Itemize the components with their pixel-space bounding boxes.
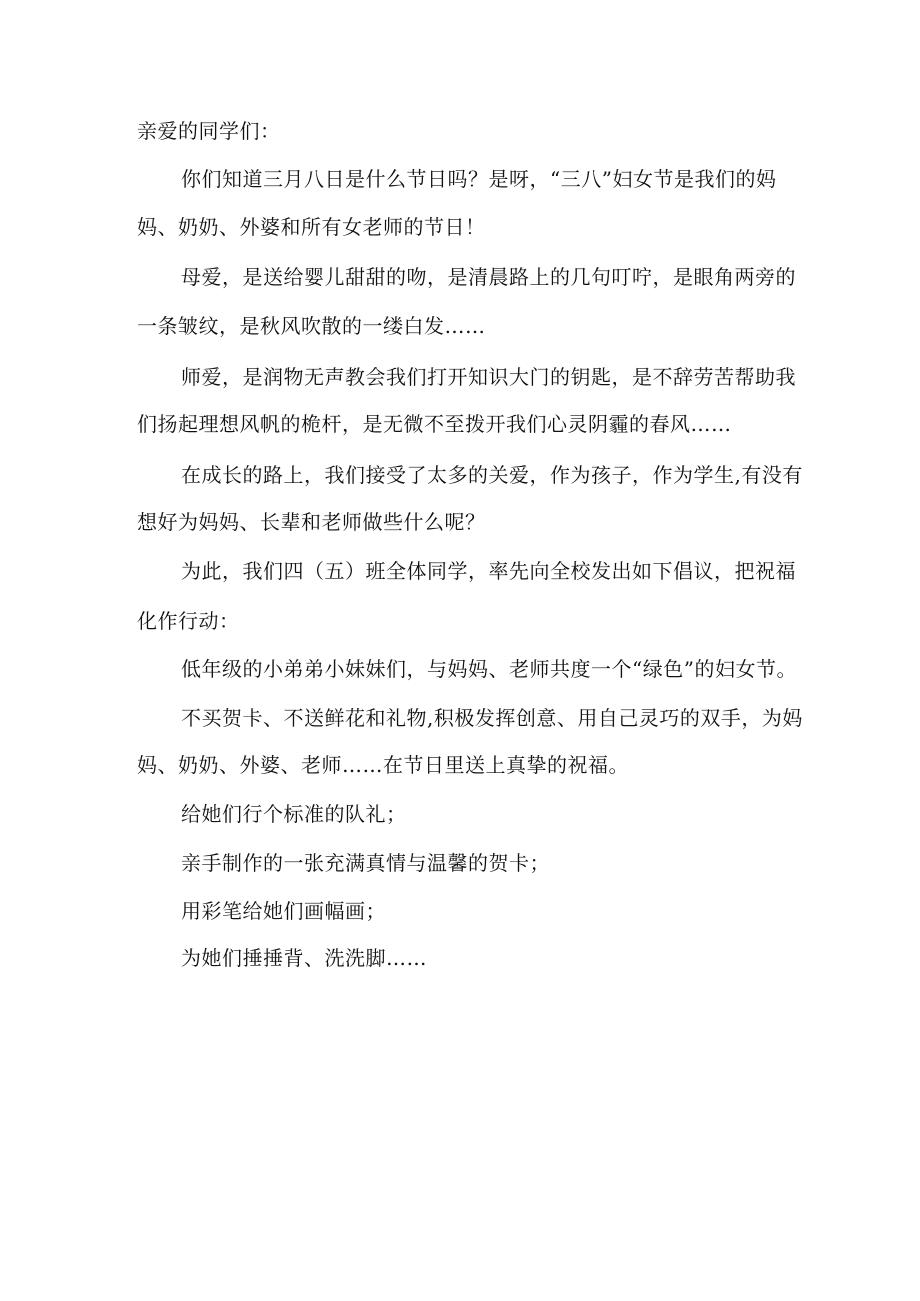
paragraph-line: 母爱，是送给婴儿甜甜的吻，是清晨路上的几句叮咛，是眼角两旁的 [181, 265, 796, 289]
paragraph-line: 你们知道三月八日是什么节日吗？是呀，“三八”妇女节是我们的妈 [181, 167, 777, 191]
paragraph-line: 不买贺卡、不送鲜花和礼物,积极发挥创意、用自己灵巧的双手，为妈 [181, 706, 803, 730]
paragraph-line: 为她们捶捶背、洗洗脚…… [181, 946, 427, 970]
paragraph-line: 给她们行个标准的队礼； [181, 802, 407, 826]
paragraph-line: 在成长的路上，我们接受了太多的关爱，作为孩子，作为学生,有没有 [181, 463, 803, 487]
paragraph-line: 们扬起理想风帆的桅杆，是无微不至拨开我们心灵阴霾的春风…… [137, 412, 732, 436]
paragraph-line: 妈、奶奶、外婆、老师……在节日里送上真挚的祝福。 [137, 753, 629, 777]
paragraph-line: 亲手制作的一张充满真情与温馨的贺卡； [181, 851, 550, 875]
paragraph-line: 想好为妈妈、长辈和老师做些什么呢？ [137, 510, 486, 534]
paragraph-line: 妈、奶奶、外婆和所有女老师的节日！ [137, 215, 486, 239]
paragraph-line: 低年级的小弟弟小妹妹们，与妈妈、老师共度一个“绿色”的妇女节。 [181, 657, 797, 681]
paragraph-line: 用彩笔给她们画幅画； [181, 899, 386, 923]
paragraph-line: 化作行动： [137, 609, 240, 633]
paragraph-line: 为此，我们四（五）班全体同学，率先向全校发出如下倡议，把祝福 [181, 559, 796, 583]
paragraph-line: 一条皱纹，是秋风吹散的一缕白发…… [137, 314, 486, 338]
greeting: 亲爱的同学们： [137, 119, 281, 143]
paragraph-line: 师爱，是润物无声教会我们打开知识大门的钥匙，是不辞劳苦帮助我 [181, 365, 796, 389]
